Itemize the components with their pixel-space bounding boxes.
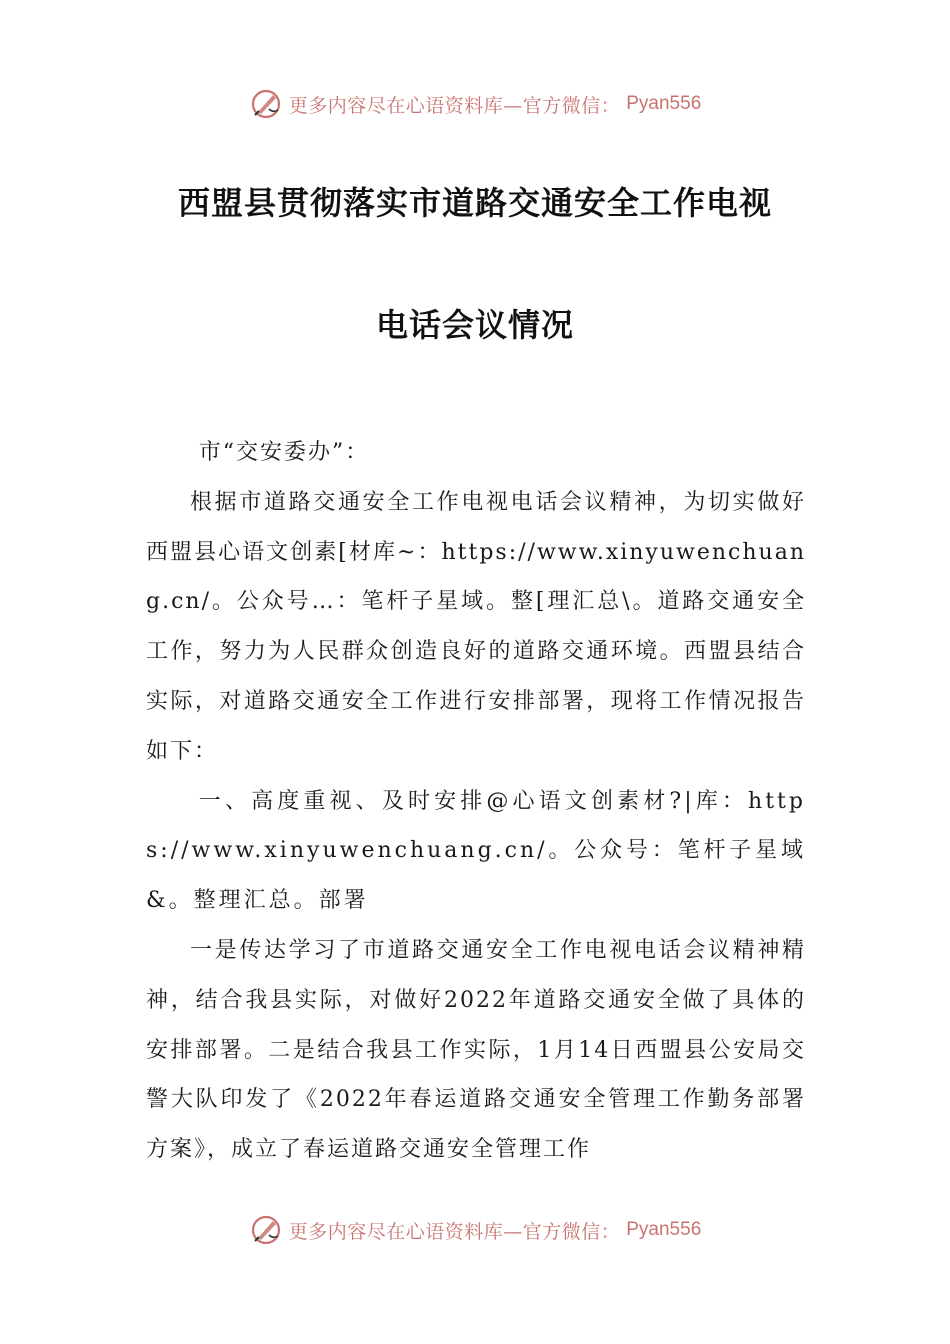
document-body [146,428,806,1175]
section-heading-1: 一、高度重视、及时安排@心语文创素材?|库：https://www.xinyuwenchuang.cn/。公众号：笔杆子星域&。整理汇总。部署 [146,788,806,914]
paragraph-section-1: 一是传达学习了市道路交通安全工作电视电话会议精神精神，结合我县实际，对做好2022年道路交通安全做了具体的安排部署。二是结合我县工作实际，1月14日西盟县公安局交警大队印发了《2022年春运道路交通安全管理工作勤务部署方案》，成立了春运道路交通安全管理工作 [146,937,806,1163]
document-title-line-1: 西盟县贯彻落实市道路交通安全工作电视 [177,184,772,222]
watermark-text: 更多内容尽在心语资料库—官方微信： [288,94,621,117]
paragraph-intro: 根据市道路交通安全工作电视电话会议精神，为切实做好西盟县心语文创素[材库~：https://www.xinyuwenchuang.cn/。公众号…：笔杆子星域。整[理汇总\。道路交通安全工作，努力为人民群众创造良好的道路交通环境。西盟县结合实际，对道路交通安全工作进行安排部署，现将工作情况报告如下： [146,489,806,764]
header-watermark [0,84,950,124]
quill-logo-icon [249,1213,283,1247]
quill-logo-icon [249,87,283,121]
watermark-wechat-id: Pyan556 [626,93,702,114]
watermark-wechat-id: Pyan556 [626,1219,702,1240]
footer-watermark [0,1210,950,1250]
salutation: 市“交安委办”： [198,440,370,465]
document-title-line-2: 电话会议情况 [375,306,574,344]
watermark-text: 更多内容尽在心语资料库—官方微信： [288,1220,621,1243]
